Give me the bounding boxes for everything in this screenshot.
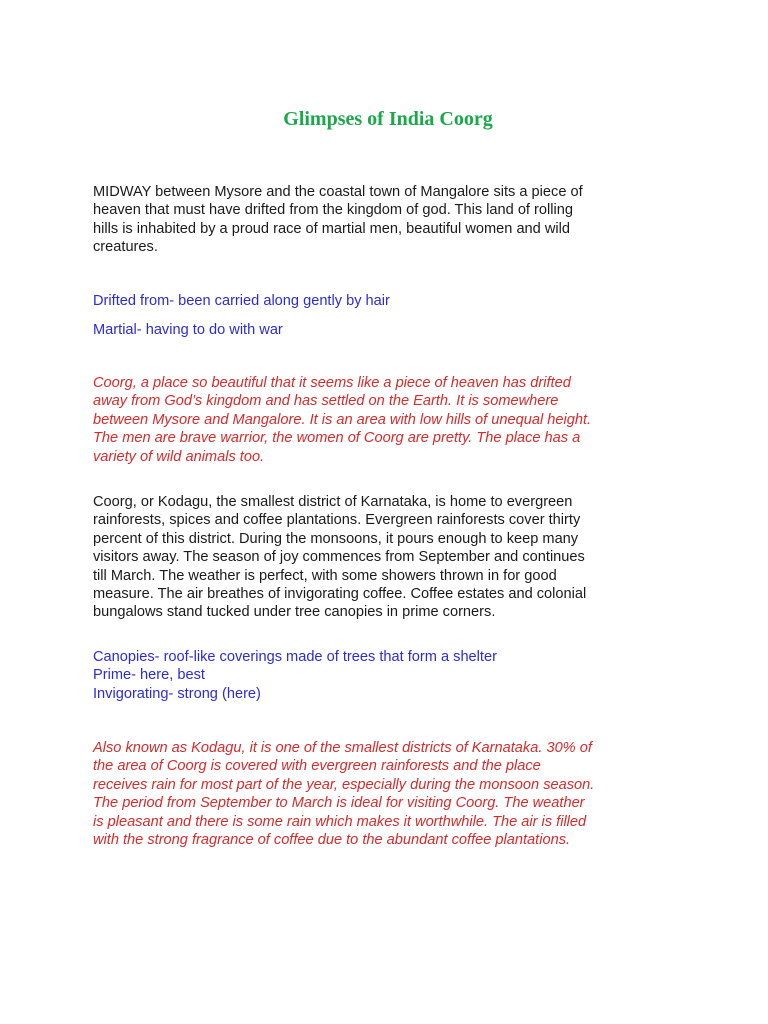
intro-paragraph: MIDWAY between Mysore and the coastal town of Mangalore sits a piece of heaven that must have drifted from the kingdom of god. This land of rolling hills is inhabited by a proud race of martial men, beautiful women and wild creatures. — [93, 184, 583, 256]
body-paragraph-kodagu: Coorg, or Kodagu, the smallest district of Karnataka, is home to evergreen rainforests, spices and coffee plantations. Evergreen rainforests cover thirty percent of this district. During the monsoons, it pours enough to keep many visitors away. The season of joy commences from September and continues till March. The weather is perfect, with some showers thrown in for good measure. The air breathes of invigorating coffee. Coffee estates and colonial bungalows stand tucked under tree canopies in prime corners. — [93, 494, 587, 621]
glossary-canopies-prime-invigorating: Canopies- roof-like coverings made of trees that form a shelter Prime- here, best Invigorating- strong (here) — [93, 649, 497, 702]
summary-paragraph-1: Coorg, a place so beautiful that it seems like a piece of heaven has drifted away from God’s kingdom and has settled on the Earth. It is somewhere between Mysore and Mangalore. It is an area with low hills of unequal height. The men are brave warrior, the women of Coorg are pretty. The place has a variety of wild animals too. — [93, 375, 592, 465]
glossary-drifted-from: Drifted from- been carried along gently by hair — [93, 293, 390, 309]
page-title: Glimpses of India Coorg — [283, 108, 493, 130]
glossary-martial: Martial- having to do with war — [93, 322, 283, 338]
summary-paragraph-2: Also known as Kodagu, it is one of the smallest districts of Karnataka. 30% of the area of Coorg is covered with evergreen rainforests and the place receives rain for most part of the year, especially during the monsoon season. The period from September to March is ideal for visiting Coorg. The weather is pleasant and there is some rain which makes it worthwhile. The air is filled with the strong fragrance of coffee due to the abundant coffee plantations. — [93, 740, 595, 849]
